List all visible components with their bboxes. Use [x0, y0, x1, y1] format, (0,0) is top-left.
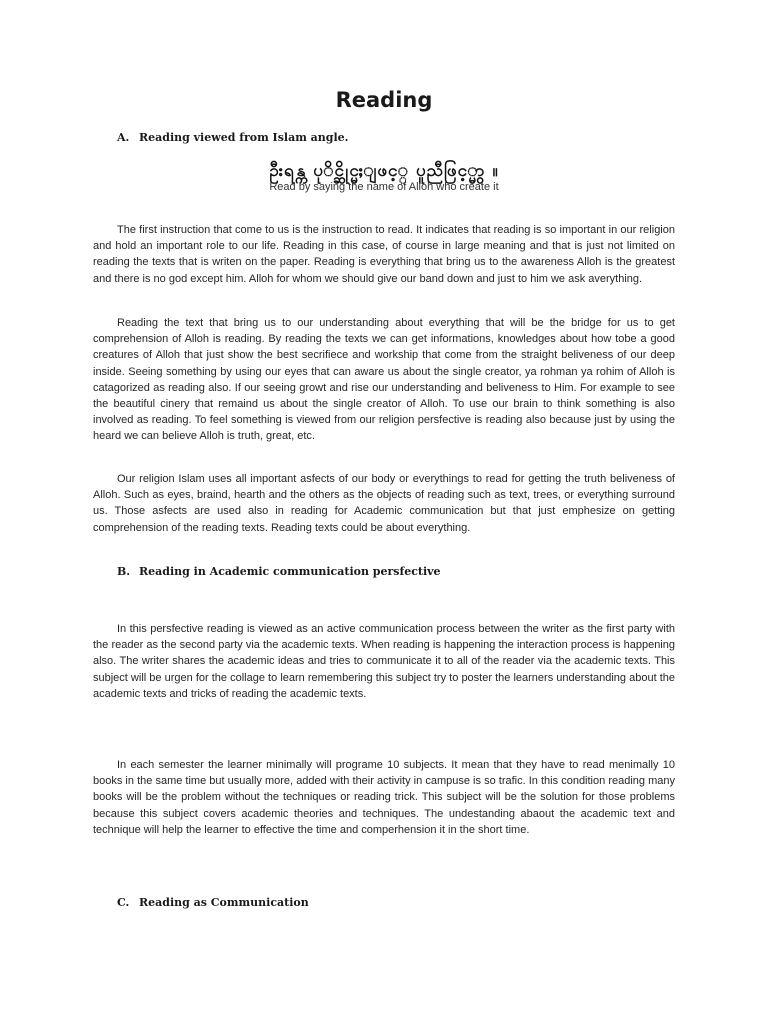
section-letter: B.	[117, 565, 131, 578]
section-heading-text: Reading in Academic communication persfective	[139, 565, 441, 578]
paragraph: The first instruction that come to us is the instruction to read. It indicates that reading is so important in our religion and hold an important role to our life. Reading in this case, of course in large meaning and that is just not limited on reading the texts that is writen on the paper. Reading is everything that bring us to the awareness Alloh is the greatest and there is no god except him. Alloh for whom we should give our band down and just to him we ask averything.	[93, 224, 675, 285]
paragraph: In each semester the learner minimally will programe 10 subjects. It mean that they have to read menimally 10 books in the same time but usually more, added with their activity in campuse is so trafic. In this condition reading many books will be the problem without the techniques or reading trick. This subject will be the solution for those problems because this subject covers academic theories and techniques. The undestanding abaout the academic text and technique will help the learner to effective the time and comperhension it in the short time.	[93, 759, 675, 836]
paragraph: Our religion Islam uses all important asfects of our body or everythings to read for getting the truth beliveness of Alloh. Such as eyes, braind, hearth and the others as the objects of reading such as text, trees, or everything surround us. Those asfects are used also in reading for Academic communication but that just emphesize on getting comprehension of the reading texts. Reading texts could be about everything.	[93, 473, 675, 534]
section-heading-b	[117, 565, 441, 578]
section-heading-c	[117, 896, 309, 909]
section-heading-text: Reading as Communication	[139, 896, 309, 909]
paragraph: In this persfective reading is viewed as an active communication process between the writer as the first party with the reader as the second party via the academic texts. When reading is happening the interaction process is happening also. The writer shares the academic ideas and tries to communicate it to all of the reader via the academic texts. This subject will be urgen for the collage to learn remembering this subject try to poster the learners understanding about the academic texts and tricks of reading the academic texts.	[93, 623, 675, 700]
section-heading-text: Reading viewed from Islam angle.	[139, 131, 349, 144]
section-letter: C.	[117, 896, 130, 909]
paragraph: Reading the text that bring us to our understanding about everything that will be the bridge for us to get comprehension of Alloh is reading. By reading the texts we can get informations, knowledges about how tobe a good creatures of Alloh that just show the best secrifiece and workship that come from the straight beliveness of our deep inside. Seeing something by using our eyes that can aware us about the single creator, ya rohman ya rohim of Alloh is catagorized as reading also. If our seeing growt and rise our understanding and beliveness to Him. For example to see the beautiful cinery that remaind us about the single creator of Alloh. To use our brain to think something is also involved as reading. To feel something is viewed from our religion persfective is reading also because just by using the heard we can believe Alloh is truth, great, etc.	[93, 317, 675, 443]
foreign-script-line: ဦးရန္က ပုိင္ဆိုင္မႈျဖင့္ ပူညီဖြင့္မွာ ။	[269, 161, 499, 181]
page-title: Reading	[335, 88, 433, 112]
section-letter: A.	[117, 131, 130, 144]
section-heading-a	[117, 131, 348, 144]
script-translation: Read by saying the name of Alloh who create it	[269, 181, 499, 193]
